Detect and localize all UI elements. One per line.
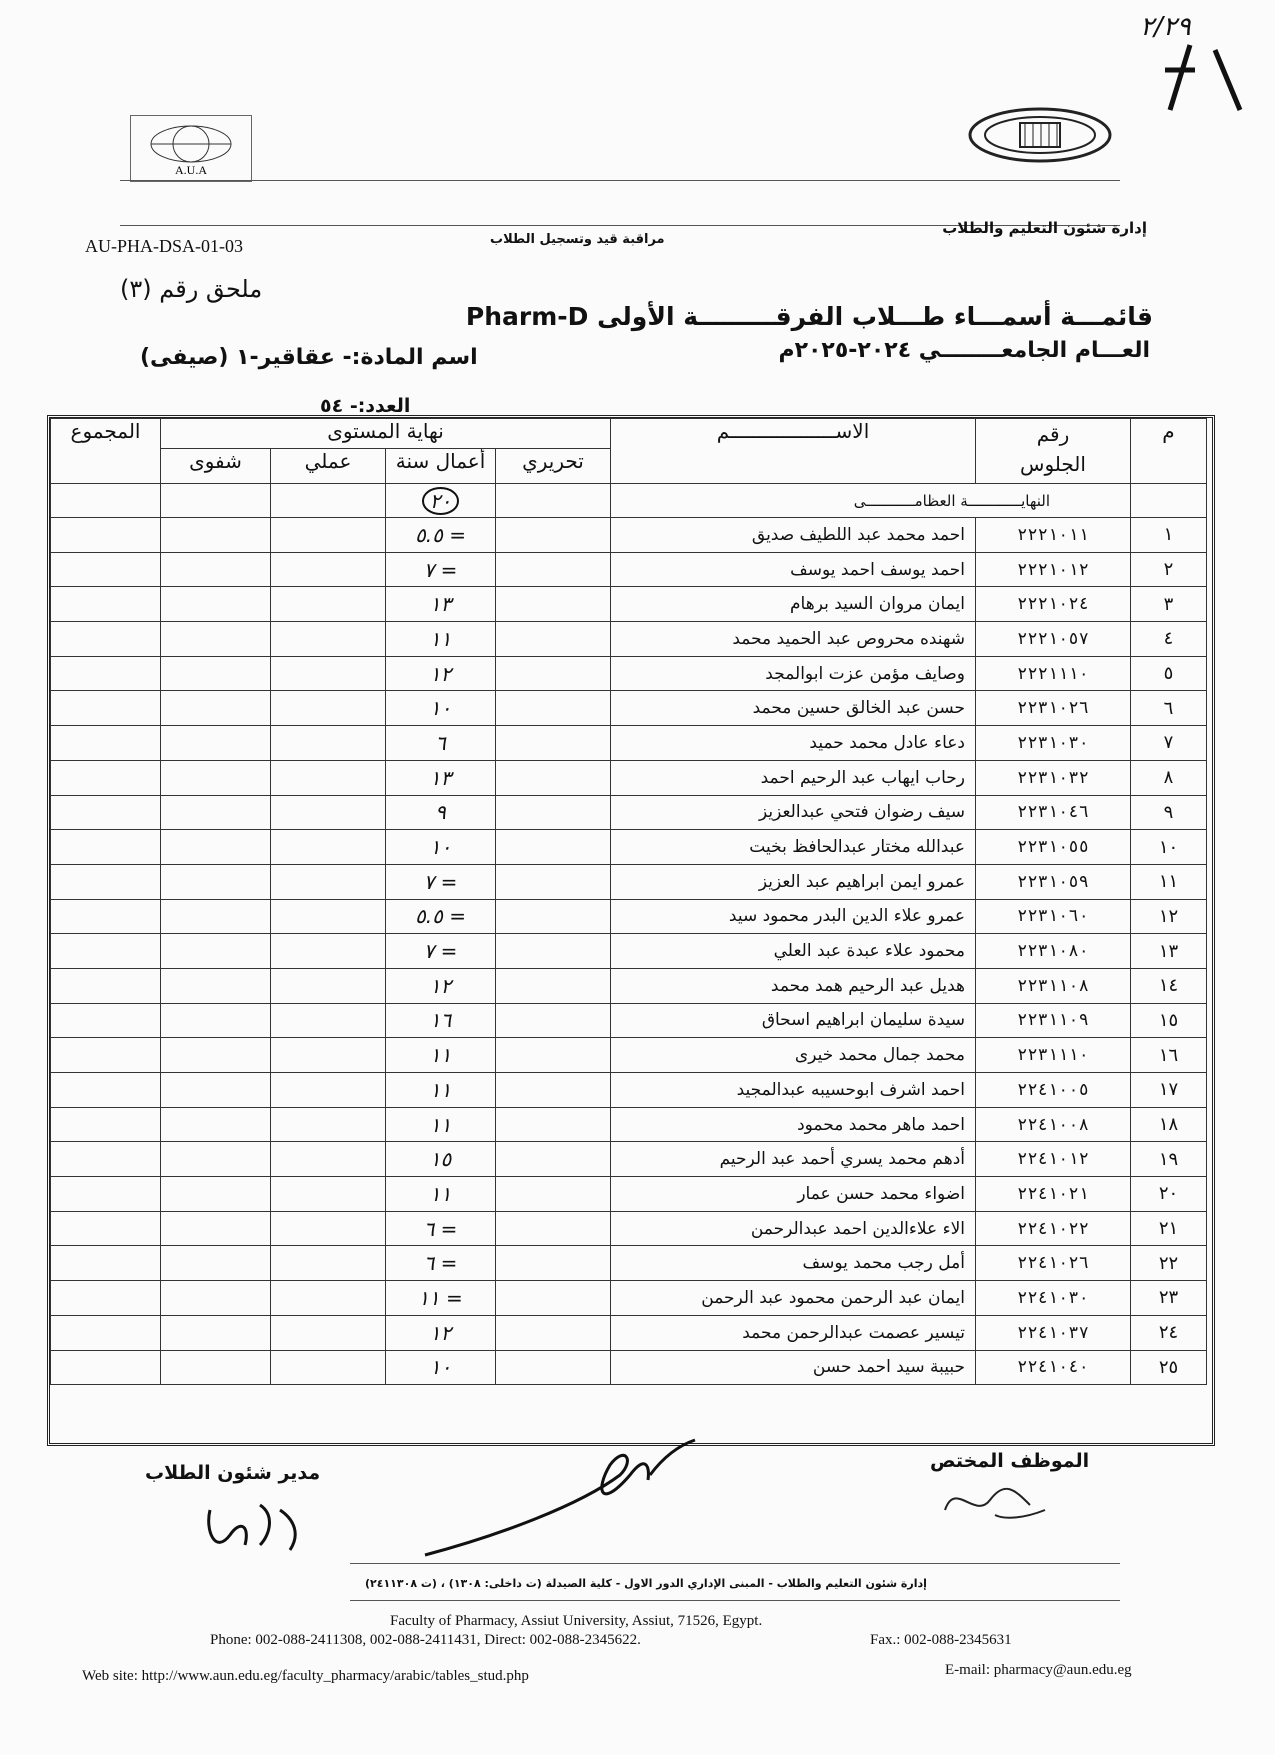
student-name: حبيبة سيد احمد حسن (611, 1350, 976, 1385)
oral-cell (161, 691, 271, 726)
written-cell (496, 968, 611, 1003)
office-name: مراقبة قيد وتسجيل الطلاب (490, 232, 665, 247)
oral-cell (161, 795, 271, 830)
corner-mark: ٢/٢٩ (1140, 12, 1191, 42)
oral-cell (161, 934, 271, 969)
written-cell (496, 518, 611, 553)
student-name: تيسير عصمت عبدالرحمن محمد (611, 1315, 976, 1350)
year-work-cell: ٩ (386, 795, 496, 830)
max-year-work: ٢٠ (386, 484, 496, 518)
oral-cell (161, 899, 271, 934)
student-name: حسن عبد الخالق حسين محمد (611, 691, 976, 726)
footer-faculty: Faculty of Pharmacy, Assiut University, Assiut, 71526, Egypt. (390, 1613, 763, 1629)
total-cell (51, 1073, 161, 1108)
total-cell (51, 795, 161, 830)
student-name: محمود علاء عبدة عبد العلي (611, 934, 976, 969)
table-row (51, 1177, 1207, 1212)
written-cell (496, 587, 611, 622)
total-cell (51, 1281, 161, 1316)
written-cell (496, 1003, 611, 1038)
header-practical: عملي (271, 449, 386, 484)
corner-pen-mark (1160, 40, 1250, 120)
student-name: احمد ماهر محمد محمود (611, 1107, 976, 1142)
total-cell (51, 1003, 161, 1038)
row-number: ٢ (1131, 552, 1207, 587)
row-number: ١٧ (1131, 1073, 1207, 1108)
table-row (51, 691, 1207, 726)
year-work-cell: ١١ (386, 622, 496, 657)
oral-cell (161, 1107, 271, 1142)
table-row (51, 656, 1207, 691)
row-number: ١ (1131, 518, 1207, 553)
seat-number: ٢٢٣١٠٣٢ (976, 760, 1131, 795)
seat-number: ٢٢٢١٠٥٧ (976, 622, 1131, 657)
oral-cell (161, 1211, 271, 1246)
total-cell (51, 552, 161, 587)
row-number: ٩ (1131, 795, 1207, 830)
seat-number: ٢٢٣١٠٢٦ (976, 691, 1131, 726)
year-work-cell: ٥.٥ = (386, 899, 496, 934)
practical-cell (271, 1003, 386, 1038)
student-name: شهنده محروص عبد الحميد محمد (611, 622, 976, 657)
year-work-cell: ٧ = (386, 934, 496, 969)
practical-cell (271, 587, 386, 622)
student-name: ايمان عبد الرحمن محمود عبد الرحمن (611, 1281, 976, 1316)
row-number: ١٣ (1131, 934, 1207, 969)
written-cell (496, 726, 611, 761)
total-cell (51, 934, 161, 969)
total-cell (51, 760, 161, 795)
seat-number: ٢٢٢١٠٢٤ (976, 587, 1131, 622)
student-name: محمد جمال محمد خيرى (611, 1038, 976, 1073)
practical-cell (271, 1073, 386, 1108)
practical-cell (271, 795, 386, 830)
oral-cell (161, 1315, 271, 1350)
total-cell (51, 656, 161, 691)
written-cell (496, 864, 611, 899)
globe-icon (131, 116, 251, 181)
oral-cell (161, 830, 271, 865)
seat-number: ٢٢٣١٠٥٥ (976, 830, 1131, 865)
seat-number: ٢٢٢١١١٠ (976, 656, 1131, 691)
year-work-cell: ١١ (386, 1107, 496, 1142)
header-level-end: نهاية المستوى (161, 419, 611, 449)
oral-cell (161, 1177, 271, 1212)
total-cell (51, 1350, 161, 1385)
header-no: م (1131, 419, 1207, 484)
practical-cell (271, 726, 386, 761)
footer-address-ar: إدارة شئون التعليم والطلاب - المبنى الإداري الدور الاول - كلية الصيدلة (ت داخلى: ١٣٠٨) ، (ت ٢٤١١٣٠٨) (365, 1577, 927, 1590)
table-row (51, 622, 1207, 657)
table-row (51, 1246, 1207, 1281)
written-cell (496, 622, 611, 657)
row-number: ١٠ (1131, 830, 1207, 865)
student-name: سيدة سليمان ابراهيم اسحاق (611, 1003, 976, 1038)
oral-cell (161, 622, 271, 657)
practical-cell (271, 1177, 386, 1212)
row-number: ٢٢ (1131, 1246, 1207, 1281)
header-written: تحريري (496, 449, 611, 484)
year-work-cell: ٧ = (386, 552, 496, 587)
written-cell (496, 1177, 611, 1212)
table-row (51, 1038, 1207, 1073)
seat-number: ٢٢٣١٠٨٠ (976, 934, 1131, 969)
seat-number: ٢٢٤١٠٠٨ (976, 1107, 1131, 1142)
seat-number: ٢٢٤١٠٢٦ (976, 1246, 1131, 1281)
row-number: ٦ (1131, 691, 1207, 726)
practical-cell (271, 864, 386, 899)
footer-phone: Phone: 002-088-2411308, 002-088-2411431, Direct: 002-088-2345622. (210, 1632, 641, 1648)
row-number: ١٤ (1131, 968, 1207, 1003)
student-name: رحاب ايهاب عبد الرحيم احمد (611, 760, 976, 795)
footer-email-link[interactable]: E-mail: pharmacy@aun.edu.eg (945, 1662, 1132, 1678)
written-cell (496, 760, 611, 795)
annex-number: ملحق رقم (٣) (120, 275, 263, 303)
seat-number: ٢٢٣١٠٥٩ (976, 864, 1131, 899)
oral-cell (161, 656, 271, 691)
seat-number: ٢٢٢١٠١٢ (976, 552, 1131, 587)
written-cell (496, 1107, 611, 1142)
footer-website-link[interactable]: Web site: http://www.aun.edu.eg/faculty_pharmacy/arabic/tables_stud.php (82, 1668, 529, 1684)
table-row (51, 830, 1207, 865)
practical-cell (271, 1107, 386, 1142)
practical-cell (271, 760, 386, 795)
employee-label: الموظف المختص (930, 1450, 1090, 1472)
table-row (51, 899, 1207, 934)
student-name: احمد يوسف احمد يوسف (611, 552, 976, 587)
written-cell (496, 830, 611, 865)
student-name: الاء علاءالدين احمد عبدالرحمن (611, 1211, 976, 1246)
table-row (51, 760, 1207, 795)
oral-cell (161, 1142, 271, 1177)
director-label: مدير شئون الطلاب (145, 1462, 321, 1484)
year-work-cell: ١١ (386, 1038, 496, 1073)
year-work-cell: ١٠ (386, 691, 496, 726)
row-number: ٤ (1131, 622, 1207, 657)
student-name: ايمان مروان السيد برهام (611, 587, 976, 622)
written-cell (496, 1038, 611, 1073)
practical-cell (271, 518, 386, 553)
oral-cell (161, 864, 271, 899)
row-number: ٥ (1131, 656, 1207, 691)
total-cell (51, 1142, 161, 1177)
written-cell (496, 552, 611, 587)
year-work-cell: ١٢ (386, 656, 496, 691)
svg-text:A.U.A: A.U.A (175, 163, 207, 177)
student-name: وصايف مؤمن عزت ابوالمجد (611, 656, 976, 691)
row-number: ١٢ (1131, 899, 1207, 934)
subject-name: اسم المادة:- عقاقير-١ (صيفى) (140, 345, 478, 370)
table-row (51, 864, 1207, 899)
seat-number: ٢٢٣١٠٣٠ (976, 726, 1131, 761)
year-work-cell: ١٦ (386, 1003, 496, 1038)
row-number: ١٦ (1131, 1038, 1207, 1073)
practical-cell (271, 1350, 386, 1385)
total-cell (51, 1177, 161, 1212)
table-row (51, 1003, 1207, 1038)
year-work-cell: ١١ (386, 1177, 496, 1212)
year-work-cell: ١١ (386, 1073, 496, 1108)
year-work-cell: ١٢ (386, 1315, 496, 1350)
total-cell (51, 968, 161, 1003)
student-name: عبدالله مختار عبدالحافظ بخيت (611, 830, 976, 865)
student-name: احمد اشرف ابوحسيبه عبدالمجيد (611, 1073, 976, 1108)
seat-number: ٢٢٣١١١٠ (976, 1038, 1131, 1073)
max-marks-row (51, 484, 1207, 518)
year-work-cell: ١٣ (386, 587, 496, 622)
oral-cell (161, 587, 271, 622)
row-number: ٧ (1131, 726, 1207, 761)
written-cell (496, 899, 611, 934)
practical-cell (271, 1142, 386, 1177)
student-name: أمل رجب محمد يوسف (611, 1246, 976, 1281)
student-name: اضواء محمد حسن عمار (611, 1177, 976, 1212)
row-number: ٨ (1131, 760, 1207, 795)
table-row (51, 1315, 1207, 1350)
total-cell (51, 691, 161, 726)
oral-cell (161, 1038, 271, 1073)
footer-fax: Fax.: 002-088-2345631 (870, 1632, 1012, 1648)
seat-number: ٢٢٤١٠٢١ (976, 1177, 1131, 1212)
row-number: ٣ (1131, 587, 1207, 622)
table-row (51, 552, 1207, 587)
oral-cell (161, 1281, 271, 1316)
student-name: احمد محمد عبد اللطيف صديق (611, 518, 976, 553)
row-number: ٢٣ (1131, 1281, 1207, 1316)
oral-cell (161, 968, 271, 1003)
student-name: عمرو علاء الدين البدر محمود سيد (611, 899, 976, 934)
table-row (51, 726, 1207, 761)
year-work-cell: ٦ (386, 726, 496, 761)
table-row (51, 1281, 1207, 1316)
row-number: ٢٠ (1131, 1177, 1207, 1212)
department-name: إدارة شئون التعليم والطلاب (942, 219, 1147, 237)
grades-table (50, 418, 1207, 1385)
logo-left (130, 115, 252, 182)
total-cell (51, 1038, 161, 1073)
written-cell (496, 691, 611, 726)
practical-cell (271, 691, 386, 726)
table-row (51, 1073, 1207, 1108)
logo-right (965, 105, 1115, 165)
written-cell (496, 656, 611, 691)
university-emblem-icon (965, 105, 1115, 165)
student-name: أدهم محمد يسري أحمد عبد الرحيم (611, 1142, 976, 1177)
written-cell (496, 795, 611, 830)
table-row (51, 934, 1207, 969)
seat-number: ٢٢٤١٠٢٢ (976, 1211, 1131, 1246)
director-signature (200, 1490, 320, 1560)
written-cell (496, 1211, 611, 1246)
total-cell (51, 518, 161, 553)
center-signature (420, 1435, 700, 1565)
practical-cell (271, 552, 386, 587)
oral-cell (161, 552, 271, 587)
row-number: ٢٥ (1131, 1350, 1207, 1385)
header-oral: شفوى (161, 449, 271, 484)
practical-cell (271, 1281, 386, 1316)
total-cell (51, 899, 161, 934)
written-cell (496, 1350, 611, 1385)
year-work-cell: ١١ = (386, 1281, 496, 1316)
academic-year: العـــام الجامعــــــــي ٢٠٢٤-٢٠٢٥م (778, 338, 1150, 363)
written-cell (496, 1281, 611, 1316)
oral-cell (161, 760, 271, 795)
table-row (51, 518, 1207, 553)
header-total: المجموع (51, 419, 161, 484)
total-cell (51, 830, 161, 865)
seat-number: ٢٢٤١٠٣٠ (976, 1281, 1131, 1316)
year-work-cell: ١٠ (386, 830, 496, 865)
row-number: ١٩ (1131, 1142, 1207, 1177)
year-work-cell: ٦ = (386, 1246, 496, 1281)
total-cell (51, 622, 161, 657)
seat-number: ٢٢٣١١٠٩ (976, 1003, 1131, 1038)
written-cell (496, 1073, 611, 1108)
practical-cell (271, 656, 386, 691)
table-row (51, 968, 1207, 1003)
total-cell (51, 726, 161, 761)
oral-cell (161, 1073, 271, 1108)
student-name: سيف رضوان فتحي عبدالعزيز (611, 795, 976, 830)
employee-signature (935, 1470, 1055, 1530)
practical-cell (271, 899, 386, 934)
year-work-cell: ١٣ (386, 760, 496, 795)
written-cell (496, 1246, 611, 1281)
seat-number: ٢٢٤١٠١٢ (976, 1142, 1131, 1177)
oral-cell (161, 1246, 271, 1281)
practical-cell (271, 1315, 386, 1350)
page-title: قائمـــة أسمـــاء طـــلاب الفرقـــــــــة الأولى Pharm-D (465, 302, 1153, 331)
oral-cell (161, 518, 271, 553)
total-cell (51, 1315, 161, 1350)
seat-number: ٢٢٣١٠٦٠ (976, 899, 1131, 934)
table-row (51, 1211, 1207, 1246)
header-year-work: أعمال سنة (386, 449, 496, 484)
year-work-cell: ٥.٥ = (386, 518, 496, 553)
practical-cell (271, 1038, 386, 1073)
practical-cell (271, 1211, 386, 1246)
document-code: AU-PHA-DSA-01-03 (85, 236, 243, 256)
year-work-cell: ١٥ (386, 1142, 496, 1177)
seat-number: ٢٢٢١٠١١ (976, 518, 1131, 553)
oral-cell (161, 726, 271, 761)
oral-cell (161, 1003, 271, 1038)
table-row (51, 795, 1207, 830)
total-cell (51, 1211, 161, 1246)
row-number: ١١ (1131, 864, 1207, 899)
total-cell (51, 1246, 161, 1281)
total-cell (51, 1107, 161, 1142)
year-work-cell: ٦ = (386, 1211, 496, 1246)
table-row (51, 1107, 1207, 1142)
practical-cell (271, 1246, 386, 1281)
practical-cell (271, 622, 386, 657)
student-name: هديل عبد الرحيم همد محمد (611, 968, 976, 1003)
table-row (51, 587, 1207, 622)
student-count: العدد:- ٥٤ (320, 395, 411, 417)
seat-number: ٢٢٣١٠٤٦ (976, 795, 1131, 830)
practical-cell (271, 830, 386, 865)
row-number: ١٥ (1131, 1003, 1207, 1038)
table-row (51, 1142, 1207, 1177)
seat-number: ٢٢٤١٠٣٧ (976, 1315, 1131, 1350)
header-seat: رقم الجلوس (976, 419, 1131, 484)
written-cell (496, 1142, 611, 1177)
student-name: عمرو ايمن ابراهيم عبد العزيز (611, 864, 976, 899)
total-cell (51, 864, 161, 899)
written-cell (496, 934, 611, 969)
year-work-cell: ١٠ (386, 1350, 496, 1385)
year-work-cell: ٧ = (386, 864, 496, 899)
written-cell (496, 1315, 611, 1350)
row-number: ٢٤ (1131, 1315, 1207, 1350)
oral-cell (161, 1350, 271, 1385)
practical-cell (271, 934, 386, 969)
row-number: ٢١ (1131, 1211, 1207, 1246)
seat-number: ٢٢٤١٠٠٥ (976, 1073, 1131, 1108)
student-name: دعاء عادل محمد حميد (611, 726, 976, 761)
seat-number: ٢٢٤١٠٤٠ (976, 1350, 1131, 1385)
total-cell (51, 587, 161, 622)
section-label: النهايــــــــــــة العظامـــــــــــى (611, 484, 1131, 518)
header-name: الاســــــــــــــــــم (611, 419, 976, 484)
table-row (51, 1350, 1207, 1385)
practical-cell (271, 968, 386, 1003)
seat-number: ٢٢٣١١٠٨ (976, 968, 1131, 1003)
year-work-cell: ١٢ (386, 968, 496, 1003)
row-number: ١٨ (1131, 1107, 1207, 1142)
